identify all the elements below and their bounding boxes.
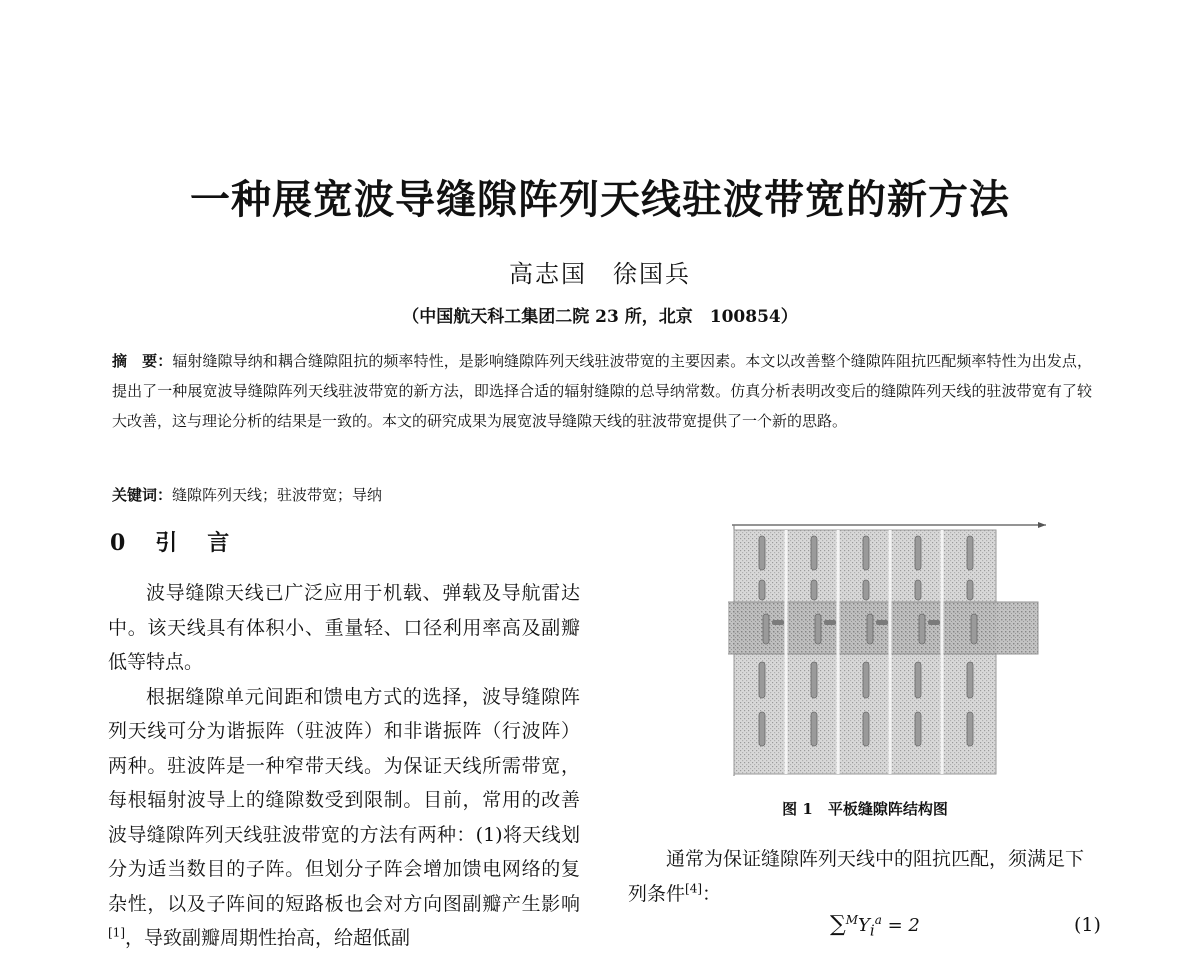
intro-paragraph-2 [108,680,580,956]
equation-superscript: a [874,913,882,927]
paper-title: 一种展宽波导缝隙阵列天线驻波带宽的新方法 [190,177,1010,223]
keywords-label: 关键词： [112,486,173,504]
equation-number: (1) [1074,914,1101,936]
right-paragraph-1-text-b: ： [702,882,722,905]
intro-paragraph-1: 波导缝隙天线已广泛应用于机载、弹载及导航雷达中。该天线具有体积小、重量轻、口径利用率高及副瓣低等特点。 [108,582,580,673]
equation-1 [830,912,920,940]
figure-slot-array [728,522,1050,780]
intro-body [108,576,580,956]
equation-subscript: i [869,921,875,940]
abstract-text: 辐射缝隙导纳和耦合缝隙阻抗的频率特性，是影响缝隙阵列天线驻波带宽的主要因素。本文以改善整个缝隙阵阻抗匹配频率特性为出发点，提出了一种展宽波导缝隙阵列天线驻波带宽的新方法，即选择合适的辐射缝隙的总导纳常数。仿真分析表明改变后的缝隙阵列天线的驻波带宽有了较大改善，这与理论分析的结果是一致的。本文的研究成果为展宽波导缝隙天线的驻波带宽提供了一个新的思路。 [112,352,1092,430]
figure-feed-band [728,602,1038,654]
intro-paragraph-2-text-b: ，导致副瓣周期性抬高，给超低副 [125,927,411,949]
equation-upper-limit: M [845,913,859,927]
figure-arrow-head [1038,522,1046,528]
citation-ref-1: [1] [108,925,125,940]
abstract-label: 摘 要： [112,352,173,370]
equation-rhs: = 2 [881,915,920,936]
right-column-body [628,842,1100,911]
intro-paragraph-2-text-a: 根据缝隙单元间距和馈电方式的选择，波导缝隙阵列天线可分为谐振阵（驻波阵）和非谐振阵（行波阵）两种。驻波阵是一种窄带天线。为保证天线所需带宽，每根辐射波导上的缝隙数受到限制。目前，常用的改善波导缝隙阵列天线驻波带宽的方法有两种：(1)将天线划分为适当数目的子阵。但划分子阵会增加馈电网络的复杂性，以及子阵间的短路板也会对方向图副瓣产生影响 [108,685,580,915]
right-paragraph-1-text-a: 通常为保证缝隙阵列天线中的阻抗匹配，须满足下列条件 [628,848,1085,905]
equation-sum-symbol: ∑ [830,912,846,937]
keywords [112,480,1092,510]
keywords-text: 缝隙阵列天线；驻波带宽；导纳 [172,486,383,504]
equation-variable: Y [858,915,870,936]
section-heading: 0 引 言 [110,530,234,556]
figure-caption: 图 1 平板缝隙阵结构图 [782,800,948,818]
citation-ref-4: [4] [685,881,703,896]
right-paragraph-1 [628,842,1100,911]
paper-affiliation: （中国航天科工集团二院 23 所，北京 100854） [402,307,798,327]
abstract [112,346,1092,436]
paper-authors: 高志国 徐国兵 [509,260,691,288]
